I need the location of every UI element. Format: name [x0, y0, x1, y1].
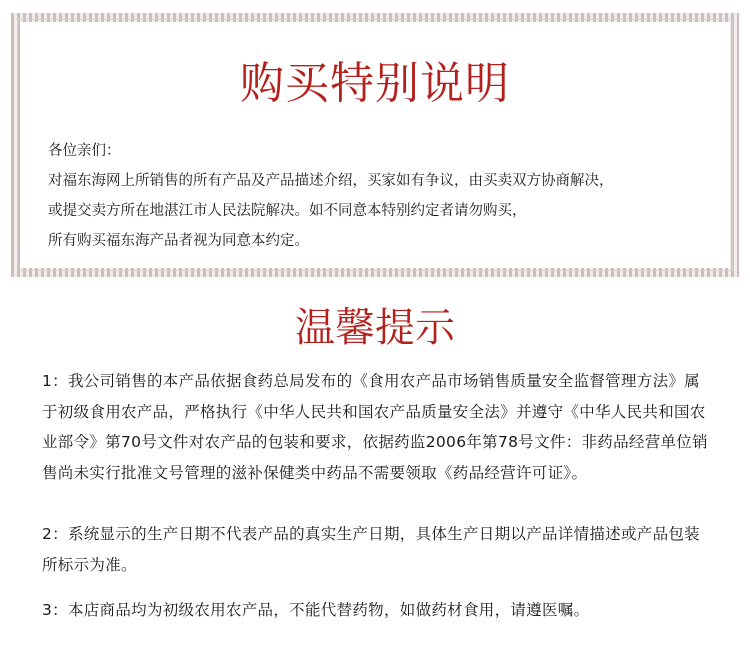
tip-item-1: 1：我公司销售的本产品依据食药总局发布的《食用农产品市场销售质量安全监督管理方法》属于初级食用农产品，严格执行《中华人民共和国农产品质量安全法》并遵守《中华人民共和国农业部令》第70号文件对农产品的包装和要求，依据药监2006年第78号文件：非药品经营单位销售尚未实行批准文号管理的滋补保健类中药品不需要领取《药品经营许可证》。 — [42, 372, 708, 482]
tip-item-3: 3：本店商品均为初级农用农产品，不能代替药物，如做药材食用，请遵医嘱。 — [42, 601, 590, 619]
notice-line: 对福东海网上所销售的所有产品及产品描述介绍，买家如有争议，由买卖双方协商解决， — [48, 173, 614, 189]
notice-body — [48, 136, 710, 256]
tips-title: 温馨提示 — [295, 305, 455, 351]
notice-line: 或提交卖方所在地湛江市人民法院解决。如不同意本特别约定者请勿购买， — [48, 203, 527, 219]
notice-line: 所有购买福东海产品者视为同意本约定。 — [48, 233, 309, 249]
notice-title: 购买特别说明 — [240, 58, 510, 109]
notice-line: 各位亲们： — [48, 143, 121, 159]
purchase-notice-box — [11, 13, 739, 277]
tip-item-2: 2：系统显示的生产日期不代表产品的真实生产日期，具体生产日期以产品详情描述或产品包装所标示为准。 — [42, 525, 700, 574]
